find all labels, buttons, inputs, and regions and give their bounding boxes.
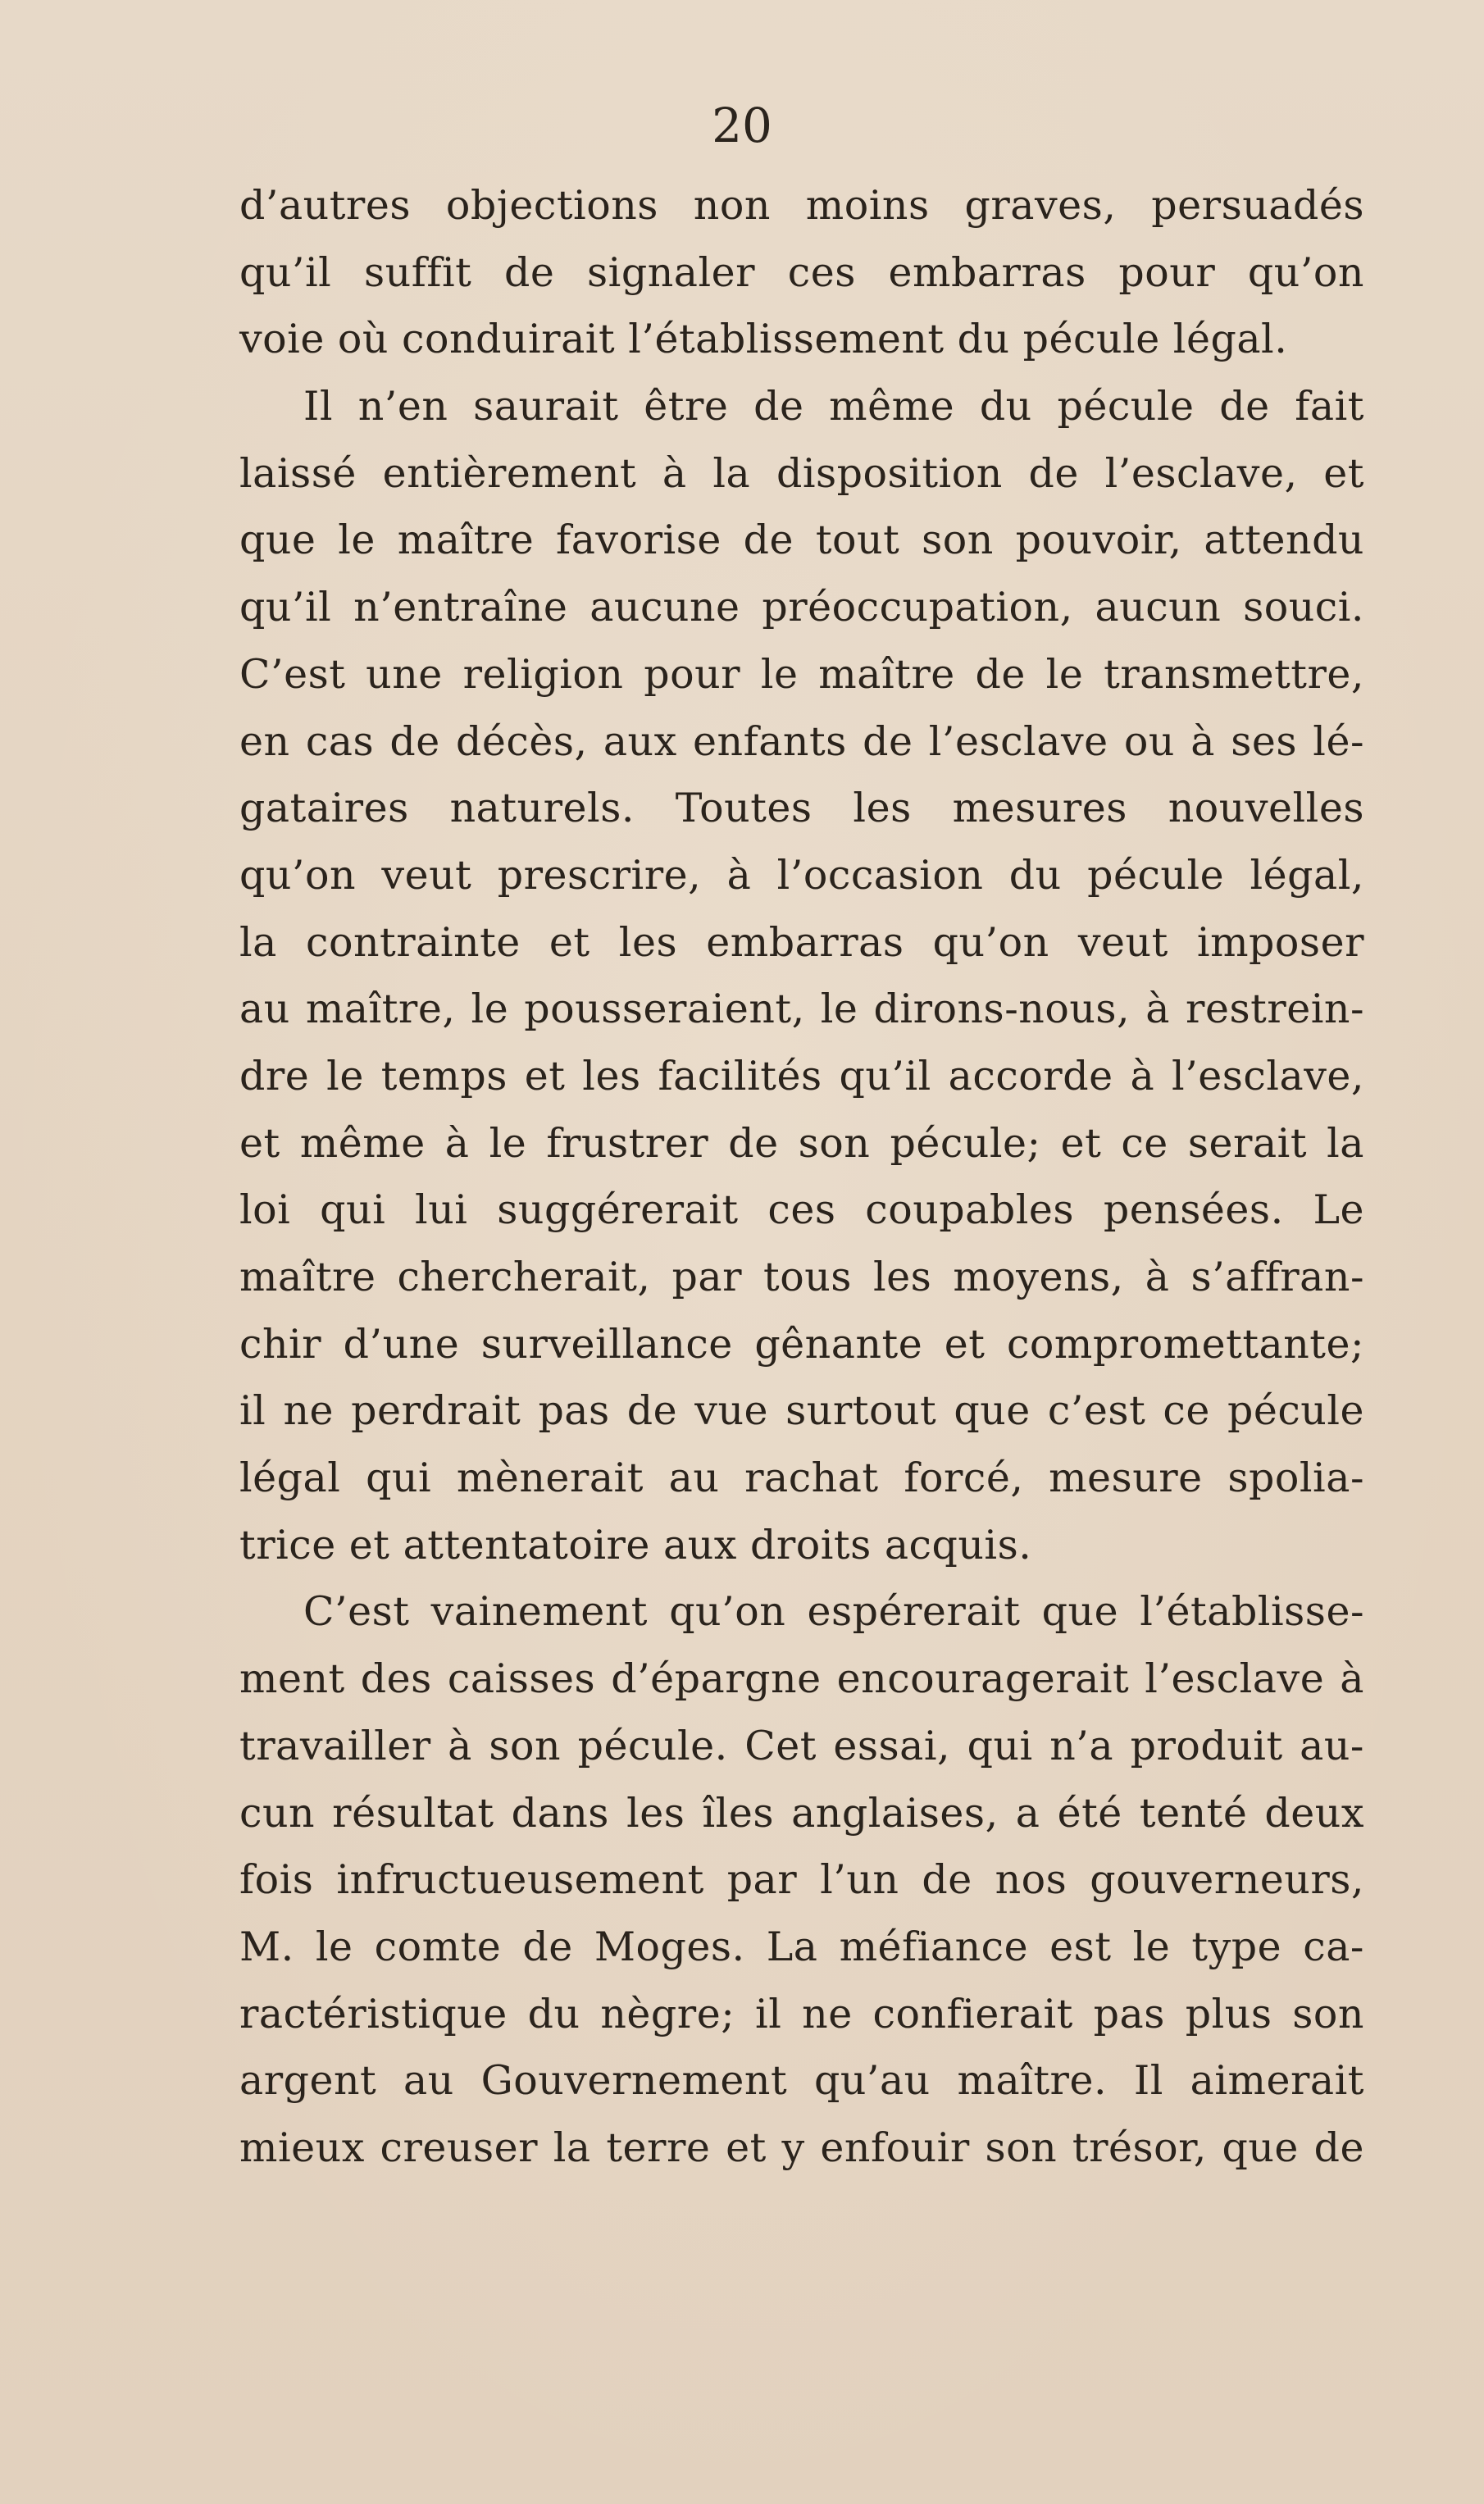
text-line: que le maître favorise de tout son pouvoir, attendu bbox=[239, 517, 1364, 564]
page-number: 20 bbox=[712, 98, 772, 153]
text-line: C’est une religion pour le maître de le transmettre, bbox=[239, 650, 1364, 698]
text-line: laissé entièrement à la disposition de l’esclave, et bbox=[239, 449, 1364, 497]
text-line: C’est vainement qu’on espérerait que l’établisse- bbox=[303, 1588, 1364, 1636]
body-text bbox=[239, 172, 1364, 2182]
text-line: légal qui mènerait au rachat forcé, mesure spolia- bbox=[239, 1455, 1364, 1502]
text-line: la contrainte et les embarras qu’on veut imposer bbox=[239, 918, 1364, 966]
text-line: gataires naturels. Toutes les mesures nouvelles bbox=[239, 785, 1364, 832]
text-line: qu’il n’entraîne aucune préoccupation, aucun souci. bbox=[239, 584, 1364, 631]
text-line: Il n’en saurait être de même du pécule de fait bbox=[303, 383, 1364, 430]
text-line: maître chercherait, par tous les moyens, à s’affran- bbox=[239, 1254, 1364, 1300]
text-line: trice et attentatoire aux droits acquis. bbox=[239, 1521, 1032, 1568]
text-line: dre le temps et les facilités qu’il accorde à l’esclave, bbox=[239, 1052, 1364, 1099]
text-line: en cas de décès, aux enfants de l’esclave ou à ses lé- bbox=[239, 717, 1364, 765]
text-line: voie où conduirait l’établissement du pécule légal. bbox=[239, 316, 1288, 363]
text-line: ment des caisses d’épargne encouragerait l’esclave à bbox=[239, 1655, 1364, 1703]
text-line: loi qui lui suggérerait ces coupables pensées. Le bbox=[239, 1186, 1364, 1234]
text-line: mieux creuser la terre et y enfouir son trésor, que de bbox=[239, 2124, 1364, 2171]
text-line: il ne perdrait pas de vue surtout que c’est ce pécule bbox=[239, 1387, 1364, 1435]
text-line: au maître, le pousseraient, le dirons-nous, à restrein- bbox=[239, 986, 1364, 1033]
text-line: chir d’une surveillance gênante et compromettante; bbox=[239, 1320, 1364, 1368]
text-line: qu’il suffit de signaler ces embarras pour qu’on bbox=[239, 248, 1364, 296]
text-line: d’autres objections non moins graves, persuadés bbox=[239, 182, 1364, 229]
text-line: travailler à son pécule. Cet essai, qui n’a produit au- bbox=[239, 1722, 1364, 1769]
text-line: fois infructueusement par l’un de nos gouverneurs, bbox=[239, 1856, 1364, 1904]
text-line: qu’on veut prescrire, à l’occasion du pécule légal, bbox=[239, 851, 1364, 899]
text-line: cun résultat dans les îles anglaises, a été tenté deux bbox=[239, 1789, 1364, 1837]
text-line: ractéristique du nègre; il ne confierait pas plus son bbox=[239, 1990, 1364, 2037]
text-line: argent au Gouvernement qu’au maître. Il aimerait bbox=[239, 2057, 1364, 2105]
text-line: M. le comte de Moges. La méfiance est le type ca- bbox=[239, 1923, 1364, 1970]
text-line: et même à le frustrer de son pécule; et ce serait la bbox=[239, 1119, 1364, 1167]
